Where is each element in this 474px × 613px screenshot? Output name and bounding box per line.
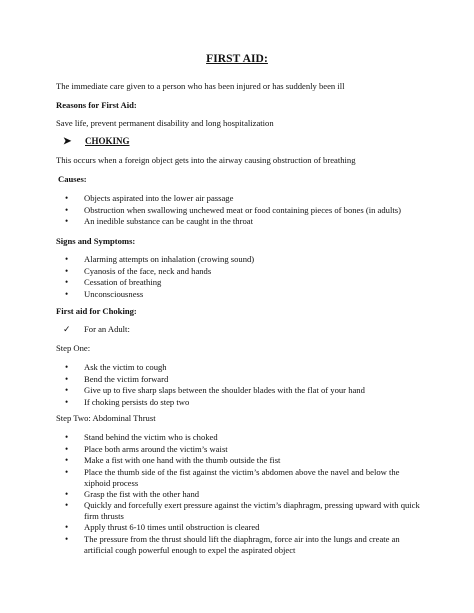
list-item: • Place the thumb side of the fist against the victim’s abdomen above the navel and below the xiphoid process (65, 466, 400, 488)
reasons-text: Save life, prevent permanent disability and long hospitalization (56, 118, 274, 128)
list-item: • Place both arms around the victim’s waist (65, 443, 228, 454)
list-item: • If choking persists do step two (65, 396, 190, 407)
list-item: • Objects aspirated into the lower air passage (65, 193, 234, 203)
list-item: • Quickly and forcefully exert pressure against the victim’s diaphragm, pressing upward with quick firm thrusts (65, 500, 420, 521)
list-item: • Stand behind the victim who is choked (65, 432, 218, 442)
list-item: • Unconsciousness (65, 288, 144, 299)
list-item: • Cyanosis of the face, neck and hands (65, 265, 212, 276)
bullet-icon: • (65, 193, 69, 203)
list-item: • Ask the victim to cough (65, 362, 167, 372)
bullet-icon: • (65, 277, 69, 287)
list-item: • Apply thrust 6-10 times until obstruction is cleared (65, 522, 260, 532)
section-heading-label: CHOKING (85, 136, 130, 146)
bullet-icon: • (65, 373, 69, 384)
reasons-heading: Reasons for First Aid: (56, 100, 137, 110)
bullet-icon: • (65, 522, 69, 532)
list-item: • Obstruction when swallowing unchewed meat or food containing pieces of bones (in adults) (65, 204, 401, 215)
list-item: • Grasp the fist with the other hand (65, 488, 200, 499)
step-two-label: Step Two: Abdominal Thrust (56, 413, 156, 423)
bullet-icon: • (65, 466, 69, 477)
page-title: FIRST AID: (206, 53, 268, 65)
step-two-list (0, 432, 424, 556)
bullet-icon: • (65, 455, 69, 465)
step-one-list (0, 362, 365, 408)
bullet-icon: • (65, 204, 69, 215)
intro-text: The immediate care given to a person who has been injured or has suddenly been ill (56, 81, 345, 91)
list-item: • Bend the victim forward (65, 373, 169, 384)
bullet-icon: • (65, 500, 69, 510)
bullet-icon: • (65, 432, 69, 442)
check-icon: ✓ (63, 324, 71, 334)
choking-description: This occurs when a foreign object gets into the airway causing obstruction of breathing (56, 155, 356, 165)
signs-heading: Signs and Symptoms: (56, 236, 136, 246)
adult-label: For an Adult: (84, 324, 130, 334)
bullet-icon: • (65, 396, 69, 407)
bullet-icon: • (65, 254, 69, 264)
list-item: • Make a fist with one hand with the thumb outside the fist (65, 455, 281, 465)
list-item: • The pressure from the thrust should lift the diaphragm, force air into the lungs and create an artificial cough powerful enough to expel the aspirated object (65, 533, 400, 555)
bullet-icon: • (65, 216, 69, 226)
bullet-icon: • (65, 385, 69, 395)
adult-label-row (63, 324, 130, 335)
step-one-label: Step One: (56, 343, 91, 353)
list-item: • Alarming attempts on inhalation (crowing sound) (65, 254, 255, 264)
list-item: • Cessation of breathing (65, 277, 162, 287)
bullet-icon: • (65, 265, 69, 276)
causes-list (0, 193, 401, 228)
choking-section-heading (63, 136, 130, 147)
bullet-icon: • (65, 488, 69, 499)
bullet-icon: • (65, 362, 69, 372)
list-item: • Give up to five sharp slaps between the shoulder blades with the flat of your hand (65, 385, 365, 395)
bullet-icon: • (65, 443, 69, 454)
list-item: • An inedible substance can be caught in the throat (65, 216, 253, 226)
signs-list (0, 254, 254, 300)
bullet-icon: • (65, 288, 69, 299)
first-aid-heading: First aid for Choking: (56, 306, 137, 316)
causes-heading: Causes: (58, 174, 87, 184)
bullet-icon: • (65, 533, 69, 544)
arrow-bullet-icon: ➤ (63, 136, 72, 147)
